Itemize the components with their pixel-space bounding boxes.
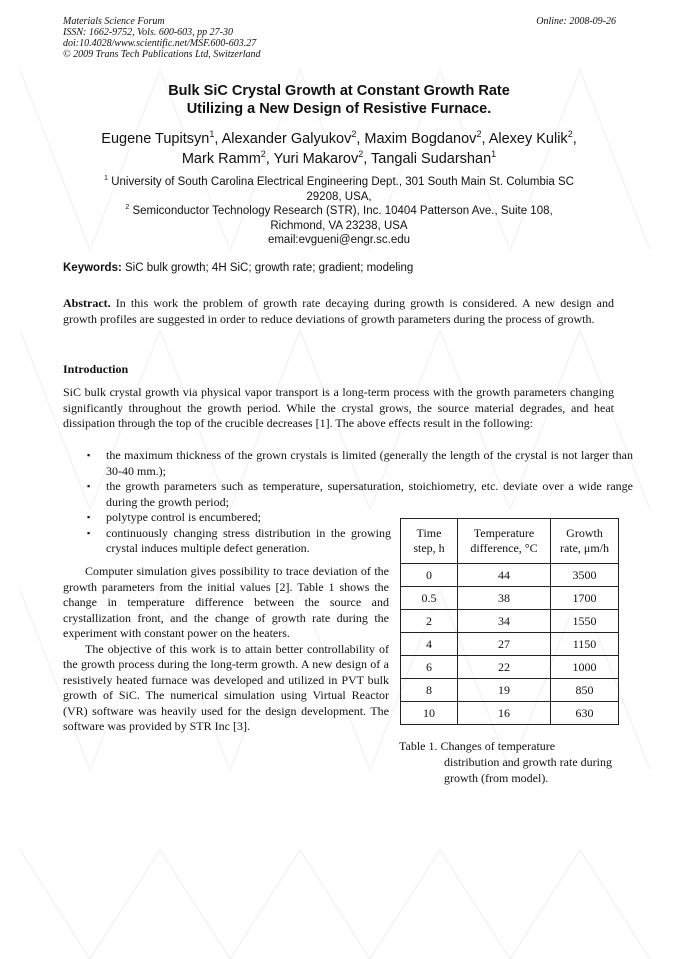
header-line: difference, °C [470,541,538,555]
affiliation-1-line-1 [63,175,615,190]
column-header-temperature [458,519,551,564]
list-item [87,448,633,479]
author-name: Eugene Tupitsyn [101,131,210,147]
list-item-text: the growth parameters such as temperature, supersaturation, stoichiometry, etc. deviate over a wide range during the growth period; [106,479,633,509]
table-row [401,656,619,679]
author-name: Tangali Sudarshan [371,151,492,167]
table-cell: 38 [458,587,551,610]
table-cell: 8 [401,679,458,702]
author-line-2: Mark Ramm$^2$, Yuri Makarov$^2$, Tangali Sudarshan$^1$ [181,149,497,167]
affiliation-1-line-2: 29208, USA, [306,190,372,203]
journal-issn: ISSN: 1662-9752, Vols. 600-603, pp 27-30 [63,27,233,38]
abstract-label: Abstract. [63,296,111,310]
author-affiliation-mark: 2 [351,129,357,140]
table-row [401,633,619,656]
author-affiliation-mark: 2 [358,149,364,160]
table-cell: 22 [458,656,551,679]
title-line-2: Utilizing a New Design of Resistive Furnace. [186,101,492,117]
list-item-text: continuously changing stress distribution in the growing crystal induces multiple defect generation. [106,525,391,555]
journal-copyright: © 2009 Trans Tech Publications Ltd, Switzerland [63,49,261,60]
table-cell: 1550 [551,610,619,633]
paper-title [63,82,615,118]
header-line: Growth [566,526,603,540]
author-name: Yuri Makarov [273,151,359,167]
keywords [63,261,615,275]
table-caption [399,738,619,786]
list-item [87,526,391,557]
intro-column-text [63,564,389,735]
author-name: Mark Ramm [181,151,261,167]
bullet-icon: ▪ [87,481,91,491]
table-cell: 1150 [551,633,619,656]
author-name: Maxim Bogdanov [364,131,477,147]
list-item-text: the maximum thickness of the grown crystals is limited (generally the length of the crystal is not larger than 30-40 mm.); [106,448,633,478]
affiliation-number: 1 [104,174,108,183]
table-header-row [401,519,619,564]
keywords-text: SiC bulk growth; 4H SiC; growth rate; gradient; modeling [125,262,414,274]
table-cell: 1000 [551,656,619,679]
table-cell: 0.5 [401,587,458,610]
journal-info [63,16,261,60]
affiliation-text: Semiconductor Technology Research (STR), Inc. 10404 Patterson Ave., Suite 108, [132,205,553,217]
table-cell: 16 [458,702,551,725]
bullet-icon: ▪ [87,527,91,538]
affiliation-number: 2 [125,203,130,212]
online-date: Online: 2008-09-26 [536,16,616,27]
author-name: Alexander Galyukov [221,131,352,147]
journal-doi: doi:10.4028/www.scientific.net/MSF.600-603.27 [63,38,257,49]
caption-lead: Table 1. Changes of temperature [399,739,556,753]
table-cell: 44 [458,564,551,587]
bullet-icon: ▪ [87,450,91,460]
table-cell: 10 [401,702,458,725]
data-table [400,518,619,725]
intro-paragraph-2: Computer simulation gives possibility to trace deviation of the growth parameters from the initial values [2]. Table 1 shows the change in temperature difference between the source and crystallization front, and the change of growth rate during the experiment with constant power on the heaters. [63,564,389,640]
intro-paragraph-1: SiC bulk crystal growth via physical vapor transport is a long-term process with the growth parameters changing significantly throughout the growth period. While the crystal grows, the source material degrades, and heat dissipation through the top of the crucible decreases [1]. The above effects result in the following: [63,385,614,430]
caption-rest: distribution and growth rate during growth (from model). [444,755,612,785]
author-affiliation-mark: 2 [567,129,573,140]
affiliation-2-line-1 [63,204,615,219]
abstract [63,296,614,327]
author-affiliation-mark: 2 [260,149,266,160]
table-cell: 850 [551,679,619,702]
table-cell: 4 [401,633,458,656]
abstract-text: In this work the problem of growth rate decaying during growth is considered. A new design and growth profiles are suggested in order to reduce deviations of growth parameters during the process of growth. [63,296,614,326]
table-cell: 0 [401,564,458,587]
table-row [401,587,619,610]
journal-name: Materials Science Forum [63,16,165,27]
author-name: Alexey Kulik [488,131,568,147]
affiliation-2-line-2: Richmond, VA 23238, USA [270,219,408,232]
affiliation-text: University of South Carolina Electrical Engineering Dept., 301 South Main St. Columbia SC [111,176,574,188]
table-cell: 34 [458,610,551,633]
column-header-growth-rate [551,519,619,564]
list-item [87,510,386,526]
table-cell: 27 [458,633,551,656]
table-row [401,702,619,725]
author-affiliation-mark: 2 [476,129,482,140]
table-cell: 6 [401,656,458,679]
column-header-time [401,519,458,564]
table-row [401,610,619,633]
author-list [63,129,615,169]
title-line-1: Bulk SiC Crystal Growth at Constant Growth Rate [168,83,510,99]
author-affiliation-mark: 1 [491,149,497,160]
contact-email: email:evgueni@engr.sc.edu [267,234,411,246]
section-heading-introduction: Introduction [63,362,129,376]
table-cell: 1700 [551,587,619,610]
table-row [401,564,619,587]
list-item [87,479,633,510]
author-affiliation-mark: 1 [209,129,215,140]
affiliations [63,175,615,248]
author-line-1: Eugene Tupitsyn$^1$, Alexander Galyukov$^2$, Maxim Bogdanov$^2$, Alexey Kulik$^2$, [101,129,577,147]
header-line: Time [416,526,442,540]
table-cell: 19 [458,679,551,702]
header-line: rate, μm/h [559,541,610,555]
table-cell: 3500 [551,564,619,587]
bullet-icon: ▪ [87,512,91,522]
table-cell: 630 [551,702,619,725]
table-cell: 2 [401,610,458,633]
list-item-text: polytype control is encumbered; [106,510,261,524]
intro-paragraph-3: The objective of this work is to attain better controllability of the growth process during the long-term growth. A new design of a resistively heated furnace was developed and utilized in PVT bulk growth of SiC. The numerical simulation using Virtual Reactor (VR) software was heavily used for the design development. The software was provided by STR Inc [3]. [63,641,389,733]
table-row [401,679,619,702]
header-line: step, h [413,541,445,555]
header-line: Temperature [473,526,535,540]
keywords-label: Keywords: [63,262,122,274]
